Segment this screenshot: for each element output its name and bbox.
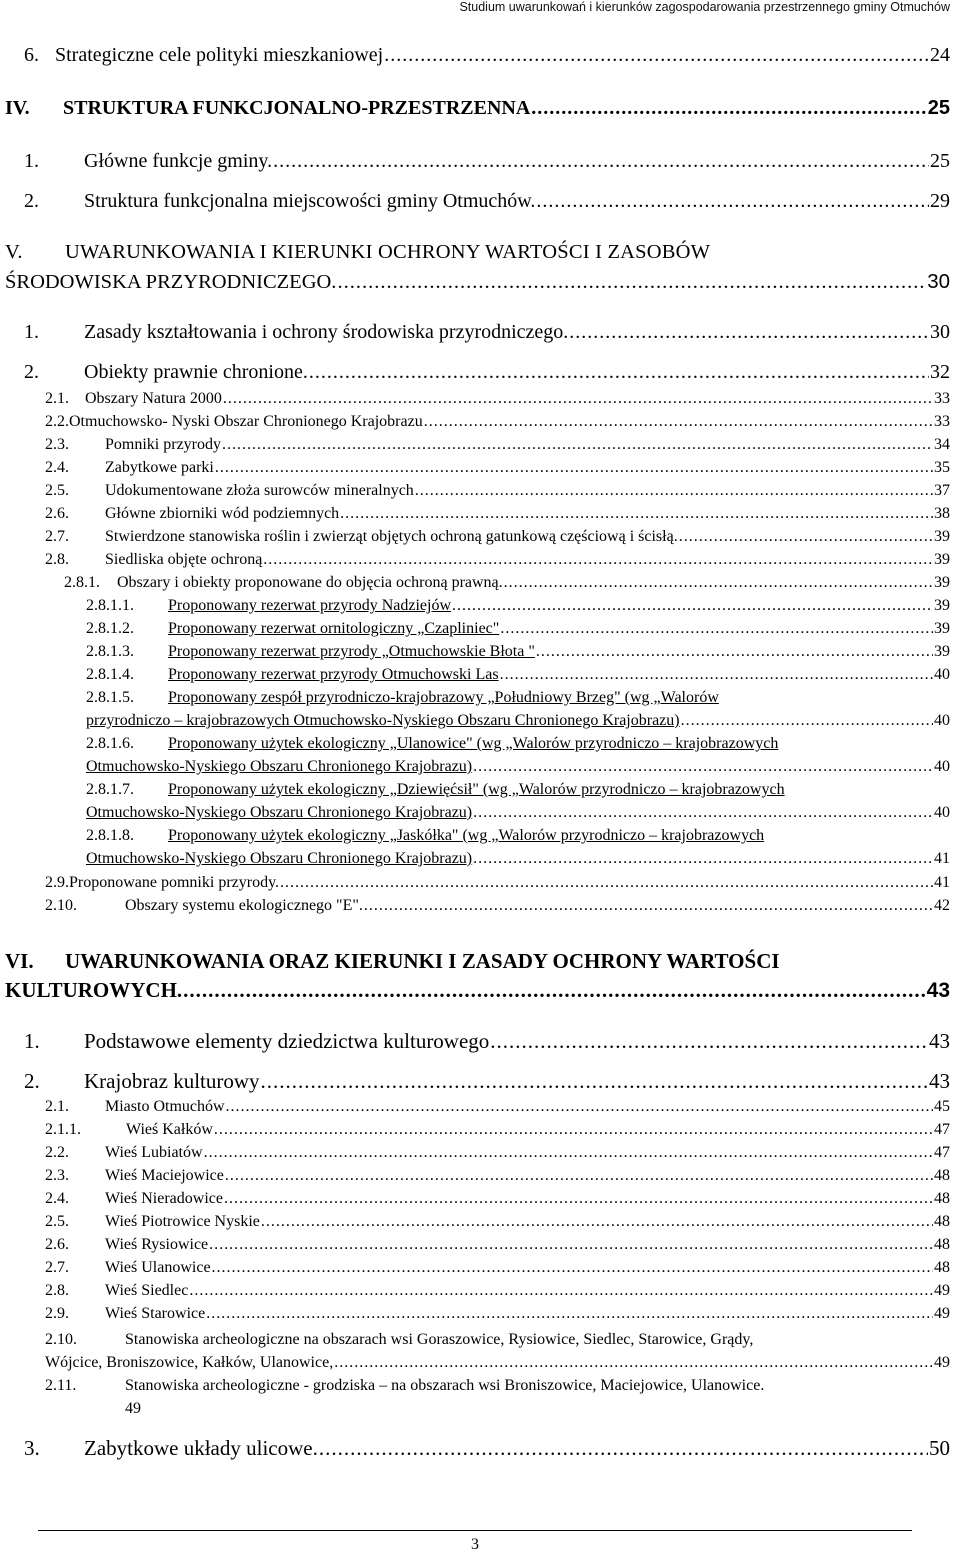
toc-entry-title[interactable]: V. UWARUNKOWANIA I KIERUNKI OCHRONY WARTOŚCI I ZASOBÓW — [5, 241, 711, 263]
toc-entry-title[interactable]: 2.8.1.5. Proponowany zespół przyrodniczo-krajobrazowy „Południowy Brzeg" (wg „Walorów — [86, 689, 719, 706]
toc-entry[interactable]: 1. Główne funkcje gminy. ..... 25 — [24, 150, 950, 173]
toc-entry[interactable]: 2.4. Wieś Nieradowice ..... 48 — [45, 1190, 950, 1208]
toc-entry[interactable]: 2.1.1. Wieś Kałków ..... 47 — [45, 1121, 950, 1139]
toc-entry[interactable]: 2.2. Wieś Lubiatów ..... 47 — [45, 1144, 950, 1162]
toc-entry[interactable]: 2. Krajobraz kulturowy ..... 43 — [24, 1069, 950, 1094]
toc-entry-title[interactable]: 2.10. Stanowiska archeologiczne na obszarach wsi Goraszowice, Rysiowice, Siedlec, Starowice, Grądy, — [45, 1331, 754, 1348]
toc-entry[interactable]: Otmuchowsko-Nyskiego Obszaru Chronionego Krajobrazu) ..... 40 — [86, 804, 950, 822]
toc-entry[interactable]: 2.3. Pomniki przyrody ..... 34 — [45, 436, 950, 454]
toc-entry[interactable]: 6. Strategiczne cele polityki mieszkaniowej ..... 24 — [24, 44, 950, 67]
toc-entry[interactable]: 2.8.1.3. Proponowany rezerwat przyrody „Otmuchowskie Błota " ..... 39 — [86, 643, 950, 661]
toc-entry[interactable]: 2.8. Wieś Siedlec ..... 49 — [45, 1282, 950, 1300]
toc-entry[interactable]: 2.5. Wieś Piotrowice Nyskie ..... 48 — [45, 1213, 950, 1231]
toc-entry[interactable]: 2.1. Miasto Otmuchów ..... 45 — [45, 1098, 950, 1116]
toc-entry-page[interactable]: 49 — [125, 1400, 141, 1417]
toc-entry-title[interactable]: 2.8.1.8. Proponowany użytek ekologiczny „Jaskółka" (wg „Walorów przyrodniczo – krajobrazowych — [86, 827, 765, 844]
toc-entry[interactable]: 2.8.1.2. Proponowany rezerwat ornitologiczny „Czapliniec" ..... 39 — [86, 620, 950, 638]
toc-entry[interactable]: 2.8.1.1. Proponowany rezerwat przyrody Nadziejów ..... 39 — [86, 597, 950, 615]
toc-entry[interactable]: 3. Zabytkowe układy ulicowe. ..... 50 — [24, 1436, 950, 1461]
toc-entry[interactable]: 2.1. Obszary Natura 2000 ..... 33 — [45, 390, 950, 408]
toc-entry[interactable]: Otmuchowsko-Nyskiego Obszaru Chronionego Krajobrazu) ..... 41 — [86, 850, 950, 868]
toc-entry[interactable]: Otmuchowsko-Nyskiego Obszaru Chronionego Krajobrazu) ..... 40 — [86, 758, 950, 776]
toc-entry[interactable]: 2.7. Wieś Ulanowice ..... 48 — [45, 1259, 950, 1277]
toc-entry[interactable]: 2. Obiekty prawnie chronione. ..... 32 — [24, 361, 950, 384]
toc-entry[interactable]: 2.8.1.4. Proponowany rezerwat przyrody Otmuchowski Las ..... 40 — [86, 666, 950, 684]
toc-entry[interactable]: 2.6. Wieś Rysiowice ..... 48 — [45, 1236, 950, 1254]
toc-entry[interactable]: 2.10. Obszary systemu ekologicznego "E". ..... 42 — [45, 897, 950, 915]
toc-entry[interactable]: przyrodniczo – krajobrazowych Otmuchowsko-Nyskiego Obszaru Chronionego Krajobrazu) ..... 40 — [86, 712, 950, 730]
toc-entry[interactable]: 2.2.Otmuchowsko- Nyski Obszar Chronionego Krajobrazu ..... 33 — [45, 413, 950, 431]
toc-entry[interactable]: 2. Struktura funkcjonalna miejscowości gminy Otmuchów. ..... 29 — [24, 190, 950, 213]
toc-entry[interactable]: 2.5. Udokumentowane złoża surowców mineralnych ..... 37 — [45, 482, 950, 500]
page-number: 3 — [471, 1536, 479, 1553]
toc-entry[interactable]: 2.9. Wieś Starowice ..... 49 — [45, 1305, 950, 1323]
toc-entry[interactable]: 2.8. Siedliska objęte ochroną ..... 39 — [45, 551, 950, 569]
toc-entry[interactable]: 2.8.1. Obszary i obiekty proponowane do objęcia ochroną prawną. ..... 39 — [64, 574, 950, 592]
toc-entry-title[interactable]: 2.8.1.6. Proponowany użytek ekologiczny „Ulanowice" (wg „Walorów przyrodniczo – krajobrazowych — [86, 735, 779, 752]
toc-entry-title[interactable]: 2.8.1.7. Proponowany użytek ekologiczny „Dziewięćsił" (wg „Walorów przyrodniczo – krajobrazowych — [86, 781, 785, 798]
toc-entry[interactable]: ŚRODOWISKA PRZYRODNICZEGO. ..... 30 — [5, 270, 950, 294]
toc-entry[interactable]: IV. STRUKTURA FUNKCJONALNO-PRZESTRZENNA ..... 25 — [5, 97, 950, 120]
footer-divider — [38, 1530, 912, 1531]
toc-entry[interactable]: Wójcice, Broniszowice, Kałków, Ulanowice, ..... 49 — [45, 1354, 950, 1372]
toc-entry[interactable]: 2.3. Wieś Maciejowice ..... 48 — [45, 1167, 950, 1185]
toc-entry[interactable]: 2.4. Zabytkowe parki ..... 35 — [45, 459, 950, 477]
toc-entry[interactable]: 1. Zasady kształtowania i ochrony środowiska przyrodniczego. ..... 30 — [24, 321, 950, 344]
toc-entry-title[interactable]: 2.11. Stanowiska archeologiczne - grodziska – na obszarach wsi Broniszowice, Maciejowice, Ulanowice. — [45, 1377, 765, 1394]
toc-entry-title[interactable]: VI. UWARUNKOWANIA ORAZ KIERUNKI I ZASADY OCHRONY WARTOŚCI — [5, 949, 780, 973]
page-header: Studium uwarunkowań i kierunków zagospodarowania przestrzennego gminy Otmuchów — [459, 0, 950, 14]
toc-entry[interactable]: 2.6. Główne zbiorniki wód podziemnych ..... 38 — [45, 505, 950, 523]
toc-entry[interactable]: KULTUROWYCH. ..... 43 — [5, 978, 950, 1003]
toc-entry[interactable]: 2.7. Stwierdzone stanowiska roślin i zwierząt objętych ochroną gatunkową częściową i ścisłą. ..... 39 — [45, 528, 950, 546]
toc-entry[interactable]: 2.9.Proponowane pomniki przyrody. ..... 41 — [45, 874, 950, 892]
toc-entry[interactable]: 1. Podstawowe elementy dziedzictwa kulturowego ..... 43 — [24, 1029, 950, 1054]
